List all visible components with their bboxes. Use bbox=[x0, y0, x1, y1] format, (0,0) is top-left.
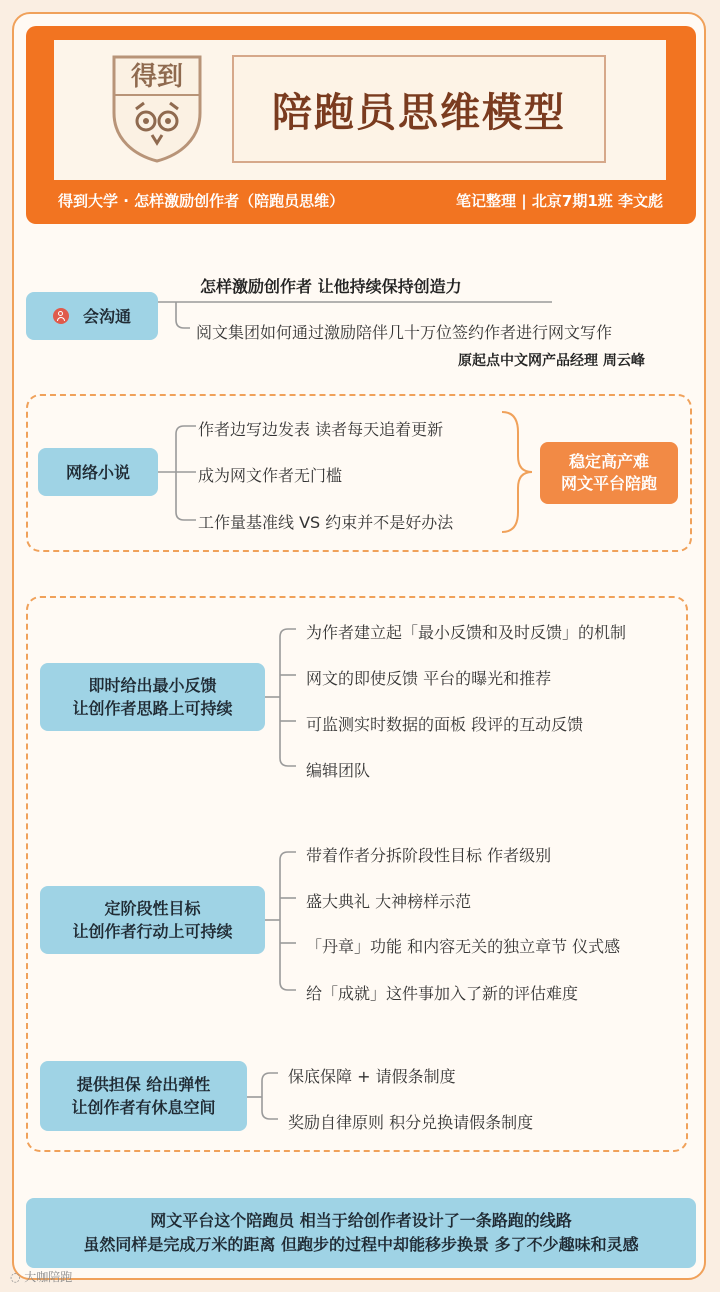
section2-item: 工作量基准线 VS 约束并不是好办法 bbox=[198, 513, 454, 532]
goal-item: 给「成就」这件事加入了新的评估难度 bbox=[306, 984, 579, 1003]
section1-subline: 阅文集团如何通过激励陪伴几十万位签约作者进行网文写作 bbox=[196, 323, 613, 342]
section1-headline: 怎样激励创作者 让他持续保持创造力 bbox=[200, 277, 462, 296]
feedback-item: 编辑团队 bbox=[306, 761, 371, 780]
pill-line: 让创作者有休息空间 bbox=[71, 1098, 216, 1117]
guarantee-item: 保底保障 + 请假条制度 bbox=[288, 1067, 456, 1086]
watermark-text: 大咖陪跑 bbox=[24, 1270, 73, 1284]
logo-text: 得到 bbox=[130, 62, 184, 92]
goal-item: 盛大典礼 大神榜样示范 bbox=[306, 892, 472, 911]
pill-line: 即时给出最小反馈 bbox=[88, 676, 217, 695]
pill-web-novel: 网络小说 bbox=[38, 448, 158, 496]
pill-communication bbox=[26, 292, 158, 340]
result-box bbox=[540, 442, 678, 504]
feedback-item: 可监测实时数据的面板 段评的互动反馈 bbox=[306, 715, 584, 734]
watermark-icon: ◌ bbox=[10, 1270, 25, 1284]
pill-guarantee bbox=[40, 1061, 247, 1131]
pill-instant-feedback bbox=[40, 663, 265, 731]
feedback-item: 为作者建立起「最小反馈和及时反馈」的机制 bbox=[306, 623, 627, 642]
dedao-logo-icon bbox=[108, 51, 206, 163]
pill-communication-label: 会沟通 bbox=[82, 306, 131, 326]
page-title: 陪跑员思维模型 bbox=[232, 55, 606, 163]
section1-credit: 原起点中文网产品经理 周云峰 bbox=[458, 353, 645, 369]
pill-line: 让创作者行动上可持续 bbox=[72, 922, 233, 941]
pill-line: 定阶段性目标 bbox=[104, 899, 201, 918]
goal-item: 带着作者分拆阶段性目标 作者级别 bbox=[306, 846, 552, 865]
goal-item: 「丹章」功能 和内容无关的独立章节 仪式感 bbox=[306, 937, 621, 956]
pill-line: 让创作者思路上可持续 bbox=[72, 699, 233, 718]
section2-item: 成为网文作者无门槛 bbox=[198, 466, 343, 485]
author-caption: 笔记整理 | 北京7期1班 李文彪 bbox=[456, 192, 664, 210]
summary-box bbox=[26, 1198, 696, 1268]
section2-item: 作者边写边发表 读者每天追着更新 bbox=[198, 420, 444, 439]
guarantee-item: 奖励自律原则 积分兑换请假条制度 bbox=[288, 1113, 534, 1132]
feedback-item: 网文的即使反馈 平台的曝光和推荐 bbox=[306, 669, 552, 688]
course-caption: 得到大学 · 怎样激励创作者（陪跑员思维） bbox=[58, 192, 345, 210]
pill-line: 提供担保 给出弹性 bbox=[76, 1075, 211, 1094]
result-line: 网文平台陪跑 bbox=[560, 474, 657, 493]
summary-line: 网文平台这个陪跑员 相当于给创作者设计了一条路跑的线路 bbox=[150, 1211, 572, 1230]
user-icon bbox=[53, 308, 69, 324]
summary-line: 虽然同样是完成万米的距离 但跑步的过程中却能移步换景 多了不少趣味和灵感 bbox=[83, 1235, 639, 1254]
pill-stage-goals bbox=[40, 886, 265, 954]
result-line: 稳定高产难 bbox=[568, 452, 649, 471]
watermark bbox=[10, 1268, 72, 1285]
